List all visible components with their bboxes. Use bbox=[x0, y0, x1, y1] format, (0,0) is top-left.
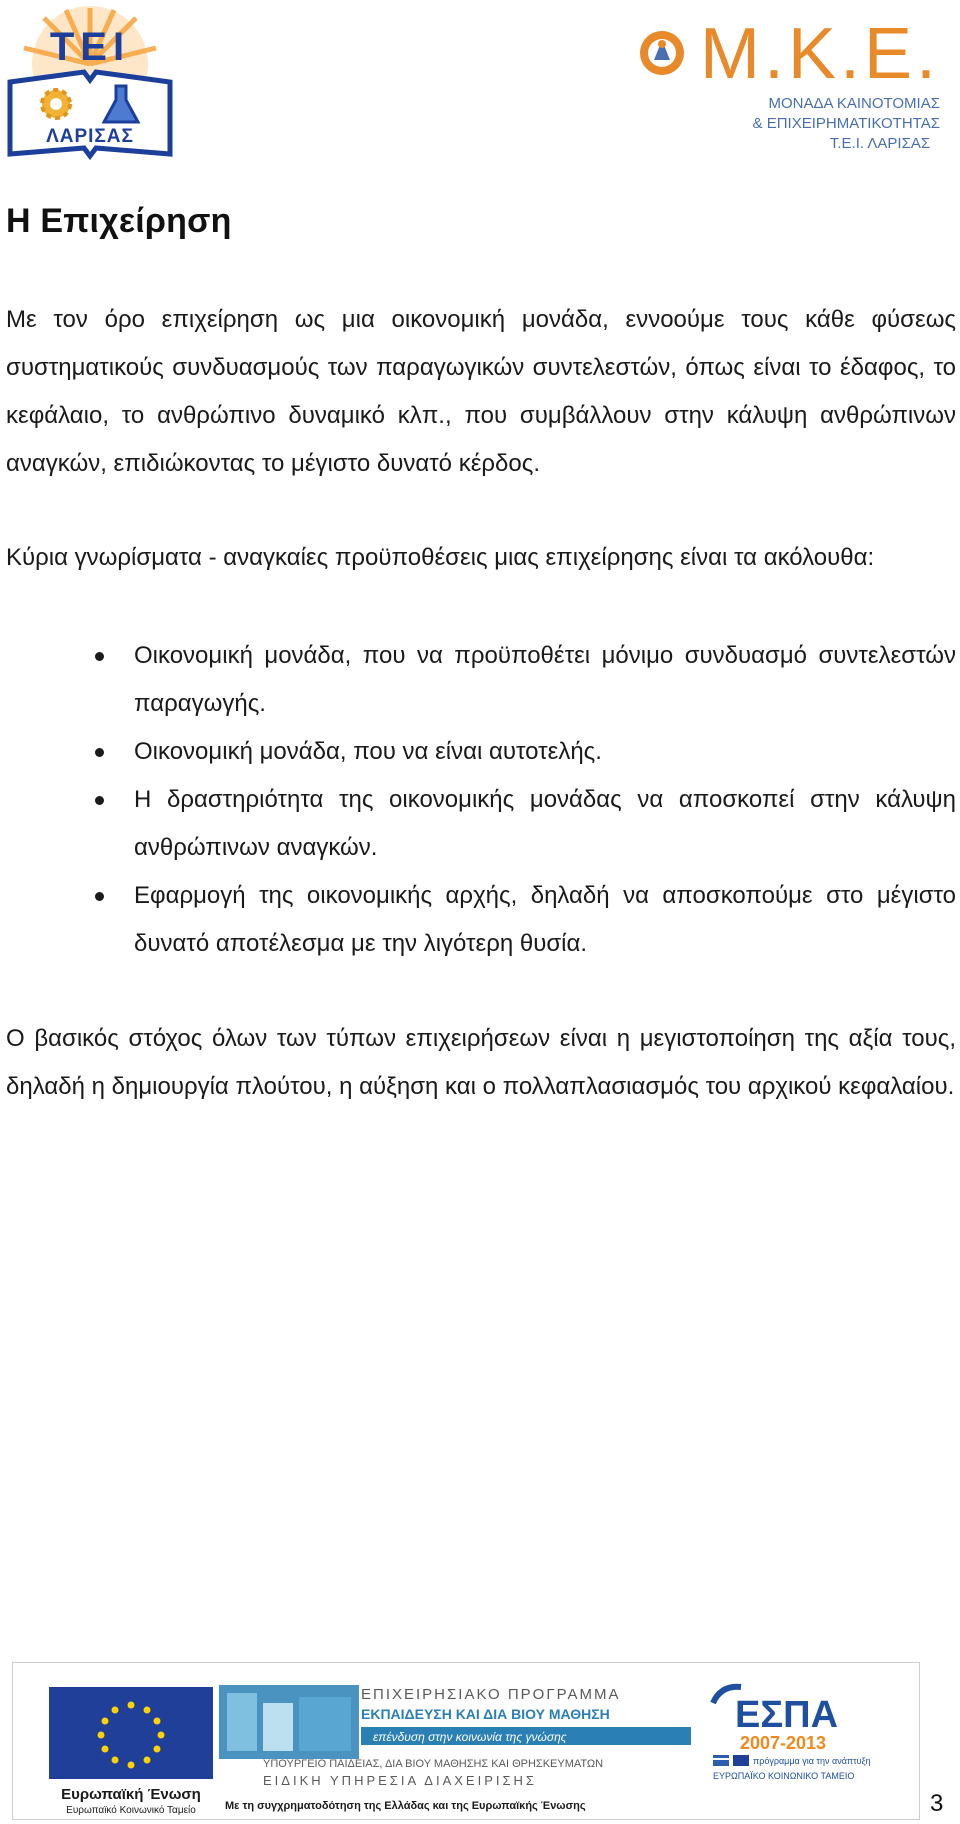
list-item bbox=[90, 776, 956, 872]
ministry-name: ΥΠΟΥΡΓΕΙΟ ΠΑΙΔΕΙΑΣ, ΔΙΑ ΒΙΟΥ ΜΑΘΗΣΗΣ ΚΑΙ ΘΡΗΣΚΕΥΜΑΤΩΝ bbox=[263, 1758, 604, 1770]
program-line2: ΕΚΠΑΙΔΕΥΣΗ ΚΑΙ ΔΙΑ ΒΙΟΥ ΜΑΘΗΣΗ bbox=[361, 1706, 610, 1722]
bullet-icon bbox=[95, 652, 104, 661]
page-number: 3 bbox=[930, 1790, 944, 1817]
espa-logo bbox=[713, 1687, 871, 1781]
eu-name: Ευρωπαϊκή Ένωση bbox=[61, 1786, 201, 1803]
bullet-icon bbox=[95, 748, 104, 757]
goal-paragraph: Ο βασικός στόχος όλων των τύπων επιχειρήσεων είναι η μεγιστοποίηση της αξία τους, δηλαδή η δημιουργία πλούτου, η αύξηση και ο πολλαπλασιασμός του αρχικού κεφαλαίου. bbox=[6, 1025, 956, 1100]
logo-tei-text: TEI bbox=[49, 25, 131, 69]
mke-emblem-icon bbox=[640, 31, 684, 75]
mke-logo bbox=[640, 8, 955, 158]
espa-years: 2007-2013 bbox=[739, 1733, 827, 1753]
tei-larisas-logo bbox=[4, 4, 176, 162]
cofinance-text: Με τη συγχρηματοδότηση της Ελλάδας και της Ευρωπαϊκής Ένωσης bbox=[225, 1800, 586, 1812]
funding-banner bbox=[12, 1662, 920, 1820]
list-item-text: Οικονομική μονάδα, που να προϋποθέτει μόνιμο συνδυασμό συντελεστών παραγωγής. bbox=[134, 642, 956, 717]
gear-icon bbox=[42, 90, 70, 118]
funding-banner-graphic bbox=[13, 1663, 919, 1819]
greek-flag-icon bbox=[713, 1755, 729, 1766]
program-graphic-icon bbox=[219, 1685, 359, 1759]
program-line1: ΕΠΙΧΕΙΡΗΣΙΑΚΟ ΠΡΟΓΡΑΜΜΑ bbox=[361, 1686, 621, 1703]
mke-line2: & ΕΠΙΧΕΙΡΗΜΑΤΙΚΟΤΗΤΑΣ bbox=[752, 115, 940, 132]
program-motto: επένδυση στην κοινωνία της γνώσης bbox=[373, 1730, 567, 1744]
espa-title: ΕΣΠΑ bbox=[735, 1694, 839, 1736]
intro-paragraph: Με τον όρο επιχείρηση ως μια οικονομική μονάδα, εννοούμε τους κάθε φύσεως συστηματικούς συνδυασμούς των παραγωγικών συντελεστών, όπως είναι το έδαφος, το κεφάλαιο, το ανθρώπινο δυναμικό κλπ., που συμβάλλουν στην κάλυψη ανθρώπινων αναγκών, επιδιώκοντας το μέγιστο δυνατό κέρδος. bbox=[6, 306, 956, 477]
mke-line3: Τ.Ε.Ι. ΛΑΡΙΣΑΣ bbox=[829, 135, 931, 152]
list-item-text: Οικονομική μονάδα, που να είναι αυτοτελής. bbox=[134, 738, 602, 765]
espa-fund: ΕΥΡΩΠΑΪΚΟ ΚΟΙΝΩΝΙΚΟ ΤΑΜΕΙΟ bbox=[713, 1771, 855, 1781]
bullet-icon bbox=[95, 892, 104, 901]
mke-acronym: Μ.Κ.Ε. bbox=[700, 14, 941, 94]
mke-line1: ΜΟΝΑΔΑ ΚΑΙΝΟΤΟΜΙΑΣ bbox=[768, 95, 940, 112]
list-item-text: Εφαρμογή της οικονομικής αρχής, δηλαδή να αποσκοπούμε στο μέγιστο δυνατό αποτέλεσμα με την λιγότερη θυσία. bbox=[134, 882, 956, 957]
features-list bbox=[90, 632, 956, 968]
features-intro-paragraph: Κύρια γνωρίσματα - αναγκαίες προϋποθέσεις μιας επιχείρησης είναι τα ακόλουθα: bbox=[6, 544, 875, 571]
logo-larisas-text: ΛΑΡΙΣΑΣ bbox=[46, 126, 134, 147]
espa-motto: πρόγραμμα για την ανάπτυξη bbox=[753, 1756, 871, 1766]
eu-mini-flag-icon bbox=[733, 1755, 749, 1766]
list-item bbox=[90, 728, 956, 776]
eu-flag-icon bbox=[49, 1687, 213, 1779]
service-name: ΕΙΔΙΚΗ ΥΠΗΡΕΣΙΑ ΔΙΑΧΕΙΡΙΣΗΣ bbox=[263, 1773, 537, 1788]
page-title: Η Επιχείρηση bbox=[6, 202, 232, 240]
list-item-text: Η δραστηριότητα της οικονομικής μονάδας να αποσκοπεί στην κάλυψη ανθρώπινων αναγκών. bbox=[134, 786, 956, 861]
list-item bbox=[90, 632, 956, 728]
eu-fund: Ευρωπαϊκό Κοινωνικό Ταμείο bbox=[66, 1805, 196, 1816]
list-item bbox=[90, 872, 956, 968]
bullet-icon bbox=[95, 796, 104, 805]
